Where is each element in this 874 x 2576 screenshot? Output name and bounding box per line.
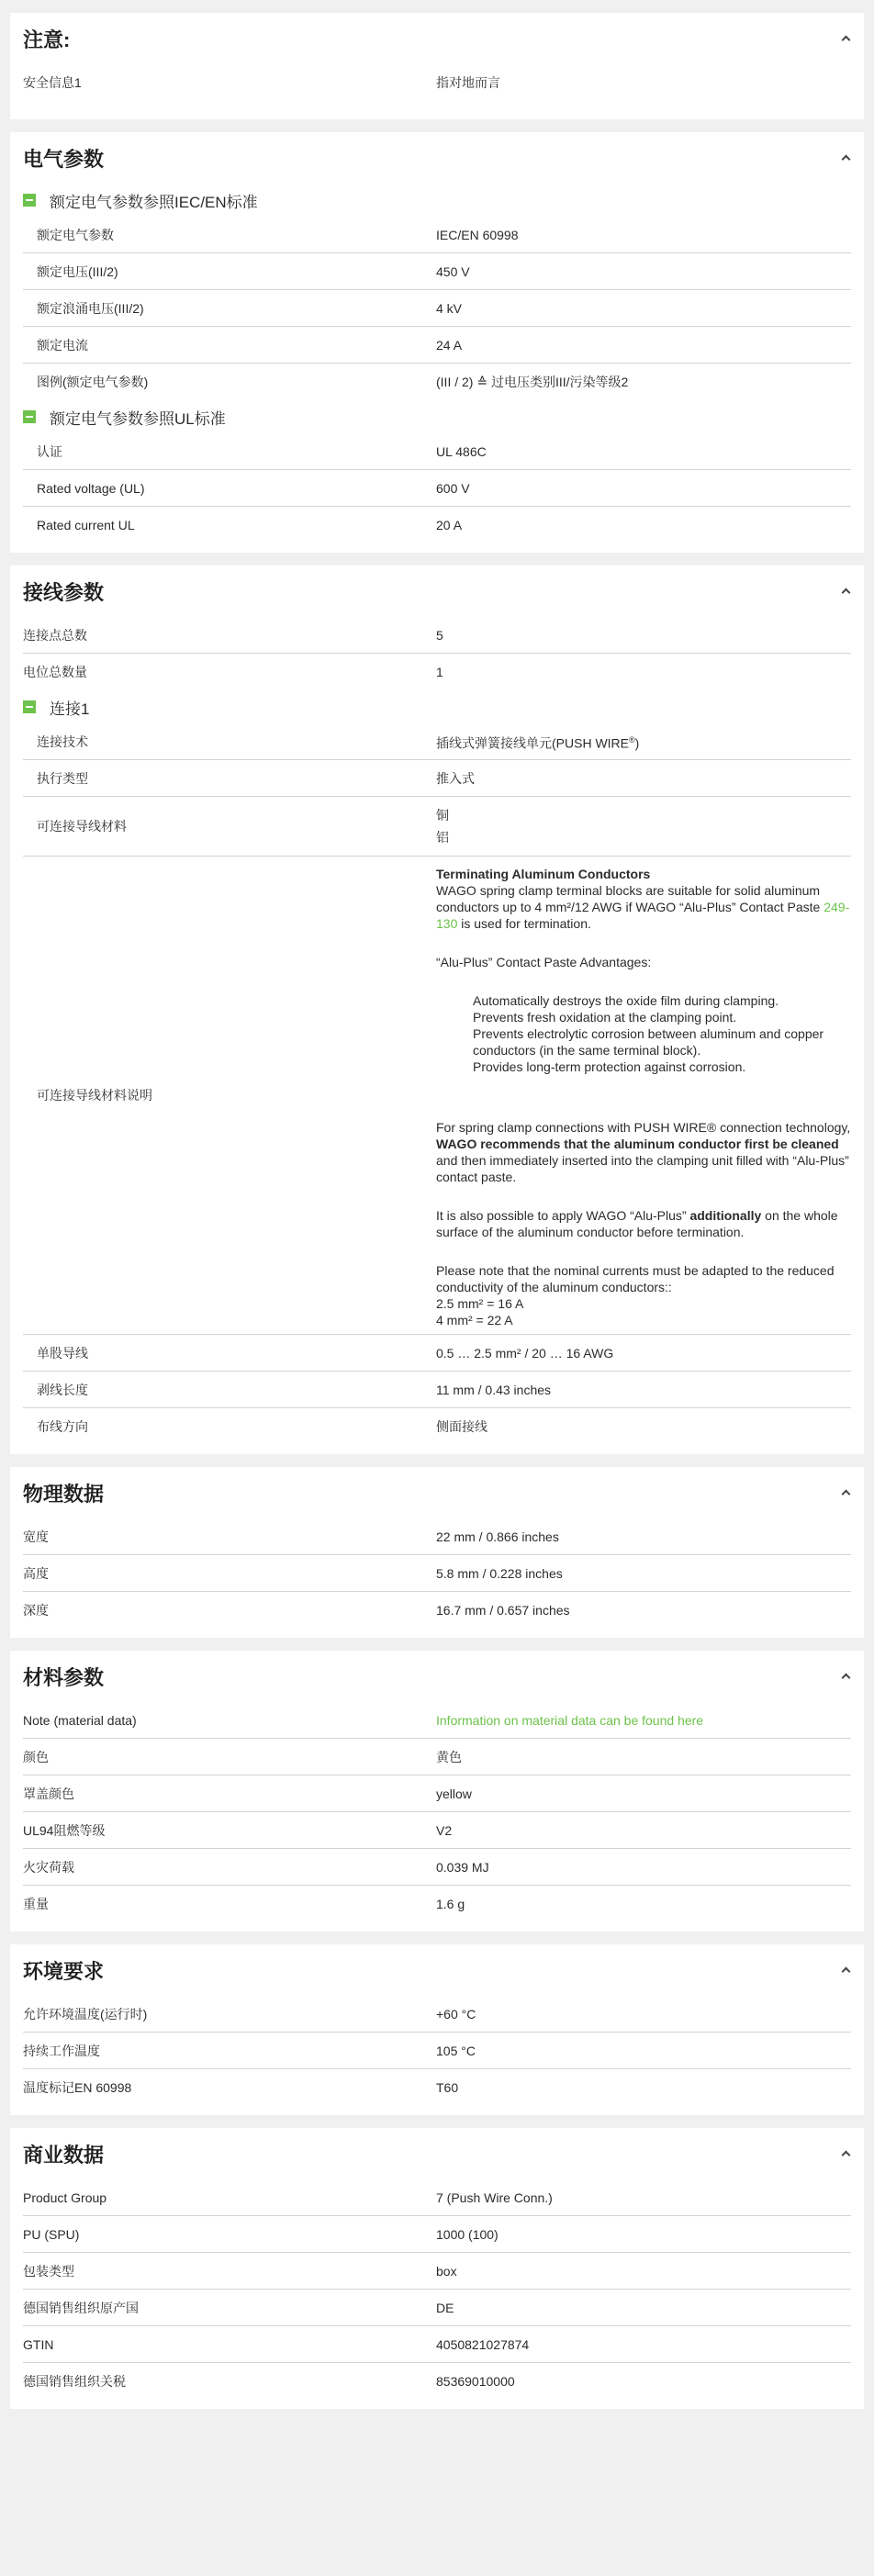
table-row (23, 1408, 851, 1445)
row-label: Product Group (23, 2190, 107, 2205)
row-label: 持续工作温度 (23, 2043, 100, 2058)
row-value: 指对地而言 (436, 75, 500, 90)
row-value: 1.6 g (436, 1897, 465, 1911)
description-line: 2.5 mm² = 16 A (436, 1296, 524, 1311)
row-value: 4050821027874 (436, 2336, 530, 2352)
registered-mark: ® (629, 734, 635, 745)
row-label: Note (material data) (23, 1712, 137, 1728)
row-label: 额定浪涌电压(III/2) (37, 300, 144, 316)
row-label: 颜色 (23, 1749, 49, 1764)
table-row (23, 1849, 851, 1886)
notice-header[interactable] (23, 13, 851, 64)
material-description (436, 857, 851, 1334)
row-value: 4 kV (436, 300, 463, 316)
table-row (23, 2253, 851, 2290)
row-label: 可连接导线材料 (37, 819, 127, 834)
table-row (23, 2033, 851, 2069)
table-row (23, 364, 851, 400)
description-line: 4 mm² = 22 A (436, 1313, 513, 1327)
text: WAGO spring clamp terminal blocks are suitable for solid aluminum conductors up to 4 mm²/12 AWG if WAGO “Alu-Plus” Contact Paste (436, 883, 824, 914)
row-value: box (436, 2263, 457, 2279)
table-row (23, 2216, 851, 2253)
row-label: 安全信息1 (23, 75, 82, 90)
commercial-section (10, 2128, 864, 2409)
description-paragraph: Please note that the nominal currents must be adapted to the reduced conductivity of the aluminum conductors:: (436, 1263, 835, 1294)
list-item: Prevents electrolytic corrosion between aluminum and copper conductors (in the same terminal block). (473, 1026, 824, 1058)
minus-square-icon[interactable] (23, 194, 36, 207)
table-row (23, 1702, 851, 1739)
table-row (23, 433, 851, 470)
section-title: 物理数据 (23, 1482, 105, 1506)
list-item: Provides long-term protection against corrosion. (473, 1059, 746, 1074)
row-label: 罩盖颜色 (23, 1786, 74, 1801)
row-value: 黄色 (436, 1749, 462, 1764)
table-row (23, 1812, 851, 1849)
row-value: 16.7 mm / 0.657 inches (436, 1603, 570, 1618)
row-value: UL 486C (436, 443, 487, 459)
table-row (23, 723, 851, 760)
row-value: 20 A (436, 518, 463, 532)
chevron-up-icon[interactable] (840, 586, 851, 597)
material-header[interactable] (23, 1651, 851, 1702)
row-value: 0.039 MJ (436, 1859, 489, 1875)
table-row (23, 2069, 851, 2106)
row-value: 105 °C (436, 2043, 476, 2058)
table-row (23, 1592, 851, 1629)
table-row (23, 327, 851, 364)
row-label: 额定电流 (37, 337, 88, 353)
row-value: 5.8 mm / 0.228 inches (436, 1565, 563, 1581)
material-aluminum: 铝 (436, 830, 449, 845)
row-value: IEC/EN 60998 (436, 227, 519, 242)
material-data-link[interactable]: Information on material data can be found here (436, 1712, 704, 1728)
table-row (23, 1518, 851, 1555)
row-value: 11 mm / 0.43 inches (436, 1382, 552, 1397)
section-title: 商业数据 (23, 2143, 105, 2167)
row-value: 1 (436, 665, 443, 679)
text: on the whole surface of the aluminum conductor before termination. (436, 1208, 838, 1239)
row-label: 额定电压(III/2) (37, 263, 118, 279)
section-title: 电气参数 (23, 147, 105, 171)
group-label: 额定电气参数参照IEC/EN标准 (50, 193, 258, 211)
wiring-section (10, 566, 864, 1454)
minus-square-icon[interactable] (23, 410, 36, 423)
physical-section (10, 1467, 864, 1638)
row-label: 德国销售组织关税 (23, 2374, 126, 2389)
row-value: 侧面接线 (436, 1419, 487, 1434)
row-value: 0.5 … 2.5 mm² / 20 … 16 AWG (436, 1345, 614, 1361)
section-title: 注意: (23, 28, 71, 51)
advantages-list (436, 992, 851, 1075)
description-paragraph (436, 882, 851, 932)
environment-section (10, 1944, 864, 2115)
row-value (436, 797, 851, 856)
table-row (23, 1996, 851, 2033)
row-label: GTIN (23, 2336, 54, 2352)
row-label: 额定电气参数 (37, 227, 114, 242)
list-item: Prevents fresh oxidation at the clamping point. (473, 1010, 737, 1025)
row-label: 重量 (23, 1897, 49, 1911)
environment-header[interactable] (23, 1944, 851, 1996)
table-row (23, 797, 851, 857)
row-label: 布线方向 (37, 1419, 88, 1434)
row-label: 单股导线 (37, 1345, 88, 1361)
group-label: 额定电气参数参照UL标准 (50, 409, 226, 428)
row-value: DE (436, 2300, 454, 2315)
row-label: 允许环境温度(运行时) (23, 2006, 148, 2022)
row-label: 德国销售组织原产国 (23, 2300, 139, 2315)
row-label: Rated voltage (UL) (37, 480, 145, 496)
row-label: 深度 (23, 1603, 49, 1618)
row-label: 宽度 (23, 1529, 49, 1544)
section-title: 材料参数 (23, 1665, 105, 1689)
table-row (23, 654, 851, 690)
row-value: 推入式 (436, 770, 475, 786)
table-row (23, 760, 851, 797)
row-value: 450 V (436, 263, 470, 279)
electrical-section (10, 132, 864, 553)
row-label: 可连接导线材料说明 (37, 1088, 152, 1103)
row-label: Rated current UL (37, 518, 135, 532)
row-value: 600 V (436, 480, 470, 496)
table-row (23, 857, 851, 1335)
table-row (23, 217, 851, 253)
table-row (23, 2363, 851, 2400)
notice-section (10, 13, 864, 119)
table-row (23, 290, 851, 327)
emphasis: additionally (689, 1208, 762, 1223)
product-link[interactable]: 249-130 (436, 900, 850, 931)
description-paragraph (436, 1119, 851, 1185)
list-item: Automatically destroys the oxide film during clamping. (473, 993, 779, 1008)
group-iec[interactable] (23, 184, 851, 217)
tech-text: 插线式弹簧接线单元(PUSH WIRE (436, 735, 629, 751)
tech-close: ) (634, 735, 640, 751)
row-label: 剥线长度 (37, 1382, 88, 1397)
emphasis: WAGO recommends that the aluminum conductor first be cleaned (436, 1137, 839, 1151)
material-section (10, 1651, 864, 1932)
row-value: 5 (436, 627, 443, 643)
chevron-up-icon[interactable] (840, 152, 851, 163)
row-label: 包装类型 (23, 2263, 74, 2279)
table-row (23, 1555, 851, 1592)
table-row (23, 64, 851, 101)
chevron-up-icon[interactable] (840, 1487, 851, 1498)
table-row (23, 470, 851, 507)
row-label: 图例(额定电气参数) (37, 375, 149, 389)
row-label: 高度 (23, 1565, 49, 1581)
row-value: 85369010000 (436, 2374, 515, 2389)
section-title: 环境要求 (23, 1959, 105, 1983)
chevron-up-icon[interactable] (840, 1965, 851, 1976)
description-paragraph (436, 1207, 851, 1240)
row-value: 24 A (436, 337, 463, 353)
chevron-up-icon[interactable] (840, 33, 851, 44)
row-label: 认证 (37, 443, 62, 459)
text: and then immediately inserted into the clamping unit filled with “Alu-Plus” contact paste. (436, 1153, 849, 1184)
row-value: V2 (436, 1822, 453, 1838)
row-label: 连接点总数 (23, 627, 87, 643)
row-label: PU (SPU) (23, 2226, 80, 2242)
table-row (23, 1739, 851, 1775)
wiring-header[interactable] (23, 566, 851, 617)
text: is used for termination. (457, 916, 591, 931)
text: For spring clamp connections with PUSH WIRE® connection technology, (436, 1120, 851, 1135)
row-label: UL94阻燃等级 (23, 1822, 106, 1838)
table-row (23, 1775, 851, 1812)
table-row (23, 1886, 851, 1922)
physical-header[interactable] (23, 1467, 851, 1518)
row-value: yellow (436, 1786, 472, 1801)
table-row (23, 2290, 851, 2326)
advantages-heading: “Alu-Plus” Contact Paste Advantages: (436, 955, 652, 969)
row-label: 执行类型 (37, 770, 88, 786)
table-row (23, 617, 851, 654)
row-value (436, 724, 851, 759)
table-row (23, 2179, 851, 2216)
group-connection-1[interactable] (23, 690, 851, 723)
description-heading: Terminating Aluminum Conductors (436, 867, 651, 881)
section-title: 接线参数 (23, 580, 105, 604)
table-row (23, 1335, 851, 1372)
row-value: 22 mm / 0.866 inches (436, 1529, 559, 1544)
group-ul[interactable] (23, 400, 851, 433)
minus-square-icon[interactable] (23, 700, 36, 713)
commercial-header[interactable] (23, 2128, 851, 2179)
table-row (23, 507, 851, 543)
row-value: 7 (Push Wire Conn.) (436, 2190, 553, 2205)
chevron-up-icon[interactable] (840, 2148, 851, 2159)
electrical-header[interactable] (23, 132, 851, 184)
chevron-up-icon[interactable] (840, 1671, 851, 1682)
row-label: 温度标记EN 60998 (23, 2080, 132, 2095)
row-label: 电位总数量 (23, 665, 87, 679)
table-row (23, 1372, 851, 1408)
row-label: 连接技术 (37, 734, 88, 749)
material-copper: 铜 (436, 808, 449, 823)
row-label: 火灾荷载 (23, 1859, 74, 1875)
table-row (23, 2326, 851, 2363)
row-value: T60 (436, 2080, 459, 2095)
row-value: 1000 (100) (436, 2226, 499, 2242)
row-value: +60 °C (436, 2006, 476, 2022)
group-label: 连接1 (50, 700, 90, 718)
row-value: (III / 2) ≙ 过电压类别III/污染等级2 (436, 375, 629, 389)
table-row (23, 253, 851, 290)
text: It is also possible to apply WAGO “Alu-Plus” (436, 1208, 690, 1223)
